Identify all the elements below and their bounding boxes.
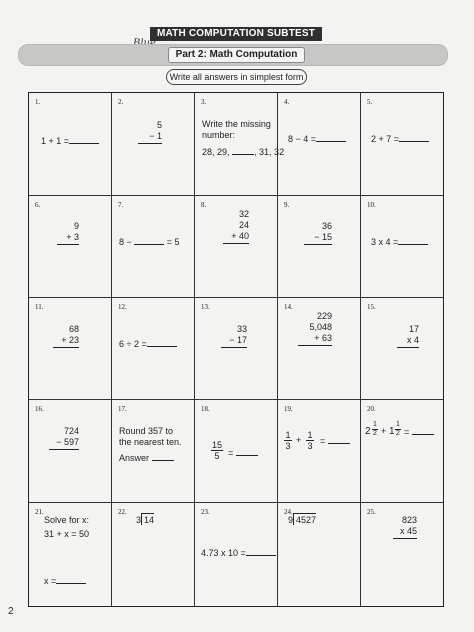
answer-label: x = xyxy=(44,576,57,586)
problem-text: Solve for x: xyxy=(44,515,90,525)
dividend: 14 xyxy=(141,513,154,525)
answer-line[interactable] xyxy=(138,143,162,144)
answer-blank[interactable] xyxy=(316,133,346,142)
problem-text: the nearest ten. xyxy=(119,437,182,447)
fraction-denominator: 2 xyxy=(396,430,400,437)
problem-number: 14. xyxy=(284,303,293,311)
problem-23 xyxy=(195,503,278,606)
answer-blank[interactable] xyxy=(328,435,350,444)
sequence-end: , 31, 32 xyxy=(254,147,285,157)
addend-2: 5,048 xyxy=(309,322,332,332)
problem-number: 1. xyxy=(35,98,41,106)
problem-number: 21. xyxy=(35,508,44,516)
answer-line[interactable] xyxy=(53,347,79,348)
problem-number: 17. xyxy=(118,405,127,413)
problem-expression: 4.73 x 10 = xyxy=(201,548,246,558)
problem-1 xyxy=(29,93,112,196)
problem-number: 19. xyxy=(284,405,293,413)
fraction-numerator: 1 xyxy=(307,430,313,440)
answer-line[interactable] xyxy=(304,244,332,245)
problem-2 xyxy=(112,93,195,196)
problem-number: 7. xyxy=(118,201,124,209)
addend-3: + 40 xyxy=(231,231,249,241)
problem-number: 22. xyxy=(118,508,127,516)
problem-5 xyxy=(361,93,443,196)
fraction-denominator: 3 xyxy=(307,441,313,451)
problem-number: 13. xyxy=(201,303,210,311)
operand-bottom: + 3 xyxy=(66,232,79,242)
operand-bottom: − 15 xyxy=(314,232,332,242)
problem-number: 10. xyxy=(367,201,376,209)
operand-top: 68 xyxy=(68,324,79,334)
expression-right: = 5 xyxy=(166,237,180,247)
problem-number: 11. xyxy=(35,303,44,311)
problem-grid xyxy=(28,92,444,607)
answer-blank[interactable] xyxy=(399,133,429,142)
divisor: 3 xyxy=(136,515,142,525)
addend-3: + 63 xyxy=(314,333,332,343)
equals-sign: = xyxy=(320,436,326,446)
problem-expression: 8 − 4 = xyxy=(288,134,317,144)
whole-number: 2 xyxy=(365,426,371,437)
answer-blank[interactable] xyxy=(412,426,434,435)
page-number: 2 xyxy=(8,606,14,617)
problem-6 xyxy=(29,196,112,298)
problem-number: 23. xyxy=(201,508,210,516)
problem-15 xyxy=(361,298,443,400)
expression-left: 8 − xyxy=(119,237,132,247)
fraction-numerator: 1 xyxy=(373,421,377,428)
answer-blank[interactable] xyxy=(152,452,174,461)
problem-number: 20. xyxy=(367,405,376,413)
answer-line[interactable] xyxy=(397,347,419,348)
problem-text: number: xyxy=(202,130,236,140)
problem-14 xyxy=(278,298,361,400)
problem-4 xyxy=(278,93,361,196)
addend-1: 229 xyxy=(316,311,332,321)
instruction-label: Write all answers in simplest form xyxy=(166,69,307,85)
operand-top: 17 xyxy=(408,324,419,334)
operand-bottom: − 1 xyxy=(149,131,162,141)
dividend: 4527 xyxy=(293,513,316,525)
plus-sign: + xyxy=(381,426,387,436)
problem-number: 4. xyxy=(284,98,290,106)
problem-text: Write the missing xyxy=(202,119,271,129)
problem-number: 24. xyxy=(284,508,293,516)
problem-expression: 3 x 4 = xyxy=(371,237,399,247)
problem-number: 8. xyxy=(201,201,207,209)
problem-24 xyxy=(278,503,361,606)
problem-11 xyxy=(29,298,112,400)
problem-9 xyxy=(278,196,361,298)
answer-line[interactable] xyxy=(298,345,332,346)
problem-number: 5. xyxy=(367,98,373,106)
subtest-title: MATH COMPUTATION SUBTEST xyxy=(150,27,322,41)
answer-line[interactable] xyxy=(221,347,247,348)
fraction-numerator: 15 xyxy=(211,440,222,450)
answer-line[interactable] xyxy=(223,243,249,244)
whole-number: 1 xyxy=(389,426,395,437)
problem-12 xyxy=(112,298,195,400)
problem-number: 15. xyxy=(367,303,376,311)
problem-10 xyxy=(361,196,443,298)
answer-blank[interactable] xyxy=(246,547,276,556)
operand-top: 36 xyxy=(321,221,332,231)
problem-7 xyxy=(112,196,195,298)
operand-bottom: x 4 xyxy=(406,335,419,345)
problem-number: 9. xyxy=(284,201,290,209)
answer-blank[interactable] xyxy=(232,146,254,155)
addend-1: 32 xyxy=(238,209,249,219)
operand-top: 724 xyxy=(63,426,79,436)
problem-16 xyxy=(29,400,112,503)
problem-expression: 2 + 7 = xyxy=(371,134,400,144)
operand-bottom: − 597 xyxy=(56,437,79,447)
problem-expression: 6 ÷ 2 = xyxy=(119,339,147,349)
answer-line[interactable] xyxy=(49,449,79,450)
plus-sign: + xyxy=(296,435,302,445)
operand-top: 823 xyxy=(401,515,417,525)
problem-20 xyxy=(361,400,443,503)
answer-line[interactable] xyxy=(57,244,79,245)
answer-blank[interactable] xyxy=(69,135,99,144)
operand-top: 5 xyxy=(156,120,162,130)
problem-19 xyxy=(278,400,361,503)
problem-25 xyxy=(361,503,443,606)
fraction-denominator: 5 xyxy=(211,450,223,461)
answer-blank[interactable] xyxy=(56,575,86,584)
problem-17 xyxy=(112,400,195,503)
problem-equation: 31 + x = 50 xyxy=(44,529,90,539)
problem-number: 16. xyxy=(35,405,44,413)
problem-number: 25. xyxy=(367,508,376,516)
answer-label: Answer xyxy=(119,453,150,463)
fraction-denominator: 2 xyxy=(373,430,377,437)
addend-2: 24 xyxy=(238,220,249,230)
fraction-numerator: 1 xyxy=(396,421,400,428)
problem-expression: 1 + 1 = xyxy=(41,136,70,146)
problem-8 xyxy=(195,196,278,298)
problem-18 xyxy=(195,400,278,503)
operand-bottom: x 45 xyxy=(399,526,417,536)
operand-top: 33 xyxy=(236,324,247,334)
divisor: 9 xyxy=(288,515,294,525)
part-title: Part 2: Math Computation xyxy=(168,47,305,63)
problem-text: Round 357 to xyxy=(119,426,174,436)
operand-bottom: − 17 xyxy=(229,335,247,345)
problem-22 xyxy=(112,503,195,606)
problem-number: 2. xyxy=(118,98,124,106)
answer-line[interactable] xyxy=(393,538,417,539)
problem-number: 3. xyxy=(201,98,207,106)
problem-3 xyxy=(195,93,285,196)
problem-number: 12. xyxy=(118,303,127,311)
answer-blank[interactable] xyxy=(134,236,164,245)
fraction-denominator: 3 xyxy=(285,441,291,451)
problem-number: 6. xyxy=(35,201,41,209)
answer-blank[interactable] xyxy=(236,447,258,456)
equals-sign: = xyxy=(228,448,234,458)
fraction-numerator: 1 xyxy=(285,430,291,440)
problem-13 xyxy=(195,298,278,400)
operand-bottom: + 23 xyxy=(61,335,79,345)
answer-blank[interactable] xyxy=(398,236,428,245)
sequence-start: 28, 29, xyxy=(202,147,230,157)
operand-top: 9 xyxy=(73,221,79,231)
answer-blank[interactable] xyxy=(147,338,177,347)
equals-sign: = xyxy=(404,427,410,437)
problem-number: 18. xyxy=(201,405,210,413)
problem-21 xyxy=(29,503,112,606)
